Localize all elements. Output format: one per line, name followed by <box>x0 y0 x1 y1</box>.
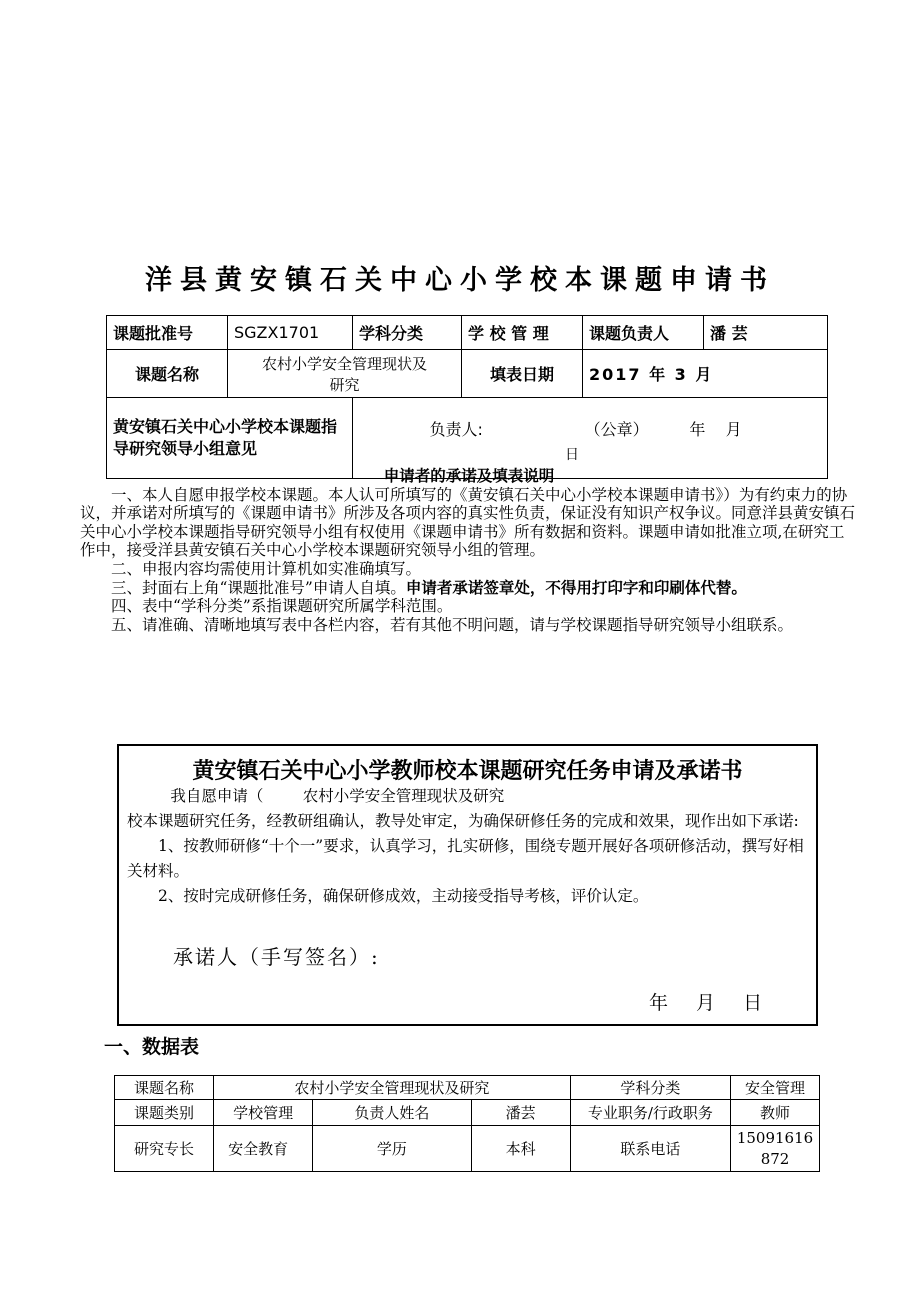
table-cell: 负责人姓名 <box>313 1100 471 1126</box>
subject-label: 学科分类 <box>353 316 462 350</box>
table-cell: 安全教育 <box>214 1126 313 1172</box>
subject-value: 学 校 管 理 <box>462 316 583 350</box>
topic-value: 农村小学安全管理现状及研究 <box>228 350 462 398</box>
date-value: 2017 年 3 月 <box>583 350 828 398</box>
instruction-2: 二、申报内容均需使用计算机如实准确填写。 <box>111 559 422 578</box>
pledge-line-1: 我自愿申请（ 农村小学安全管理现状及研究 <box>170 787 505 805</box>
date-label: 填表日期 <box>462 350 583 398</box>
instruction-4: 四、表中“学科分类”系指课题研究所属学科范围。 <box>111 597 453 616</box>
topic-label: 课题名称 <box>107 350 228 398</box>
leader-value: 潘 芸 <box>704 316 828 350</box>
pledge-date: 年 月 日 <box>649 992 763 1014</box>
table-cell: 本科 <box>471 1126 570 1172</box>
data-table <box>114 1075 820 1172</box>
pledge-line-2: 校本课题研究任务，经教研组确认，教导处审定，为确保研修任务的完成和效果，现作出如下承诺: <box>127 812 799 830</box>
table-cell: 专业职务/行政职务 <box>570 1100 730 1126</box>
document-title: 洋县黄安镇石关中心小学校本课题申请书 <box>145 265 775 296</box>
table-cell: 农村小学安全管理现状及研究 <box>214 1076 571 1100</box>
table-cell: 安全管理 <box>731 1076 820 1100</box>
approval-no-label: 课题批准号 <box>107 316 228 350</box>
table-cell: 15091616872 <box>731 1126 820 1172</box>
table-cell: 课题类别 <box>115 1100 214 1126</box>
opinion-day: 日 <box>565 447 579 463</box>
table-cell: 学科分类 <box>570 1076 730 1100</box>
application-form-table <box>106 315 828 479</box>
pledge-item-2: 2、按时完成研修任务，确保研修成效，主动接受指导考核，评价认定。 <box>158 887 649 905</box>
pledge-title: 黄安镇石关中心小学教师校本课题研究任务申请及承诺书 <box>192 759 743 784</box>
table-cell: 研究专长 <box>115 1126 214 1172</box>
table-cell: 联系电话 <box>570 1126 730 1172</box>
instruction-3-bold: 申请者承诺签章处，不得用打印字和印刷体代替。 <box>405 578 747 597</box>
table-cell: 学历 <box>313 1126 471 1172</box>
opinion-line: 负责人: （公章） 年 月 <box>429 420 742 439</box>
approval-no-value: SGZX1701 <box>228 316 353 350</box>
instruction-3-text: 三、封面右上角“课题批准号”申请人自填。 <box>111 578 406 597</box>
section-heading: 一、数据表 <box>104 1036 200 1058</box>
instruction-5: 五、请准确、清晰地填写表中各栏内容，若有其他不明问题，请与学校课题指导研究领导小组联系。 <box>111 615 794 634</box>
table-cell: 课题名称 <box>115 1076 214 1100</box>
opinion-label: 黄安镇石关中心小学校本课题指导研究领导小组意见 <box>107 398 353 479</box>
instruction-3 <box>80 579 858 598</box>
instruction-1: 一、本人自愿申报学校本课题。本人认可所填写的《黄安镇石关中心小学校本课题申请书》）为有约束力的协议，并承诺对所填写的《课题申请书》所涉及各项内容的真实性负责，保证没有知识产权争议。同意洋县黄安镇石关中心小学校本课题指导研究领导小组有权使用《课题申请书》所有数据和资料。课题申请如批准立项,在研究工作中，接受洋县黄安镇石关中心小学校本课题研究领导小组的管理。 <box>80 485 856 560</box>
leader-label: 课题负责人 <box>583 316 704 350</box>
table-cell: 学校管理 <box>214 1100 313 1126</box>
instructions <box>80 467 858 634</box>
table-cell: 教师 <box>731 1100 820 1126</box>
pledge-item-1: 1、按教师研修“十个一”要求，认真学习，扎实研修，围绕专题开展好各项研修活动，撰写好相关材料。 <box>127 837 804 880</box>
instructions-heading: 申请者的承诺及填表说明 <box>383 467 555 485</box>
pledge-box <box>117 744 818 1026</box>
table-cell: 潘芸 <box>471 1100 570 1126</box>
signer-label: 承诺人（手写签名）: <box>173 945 380 969</box>
